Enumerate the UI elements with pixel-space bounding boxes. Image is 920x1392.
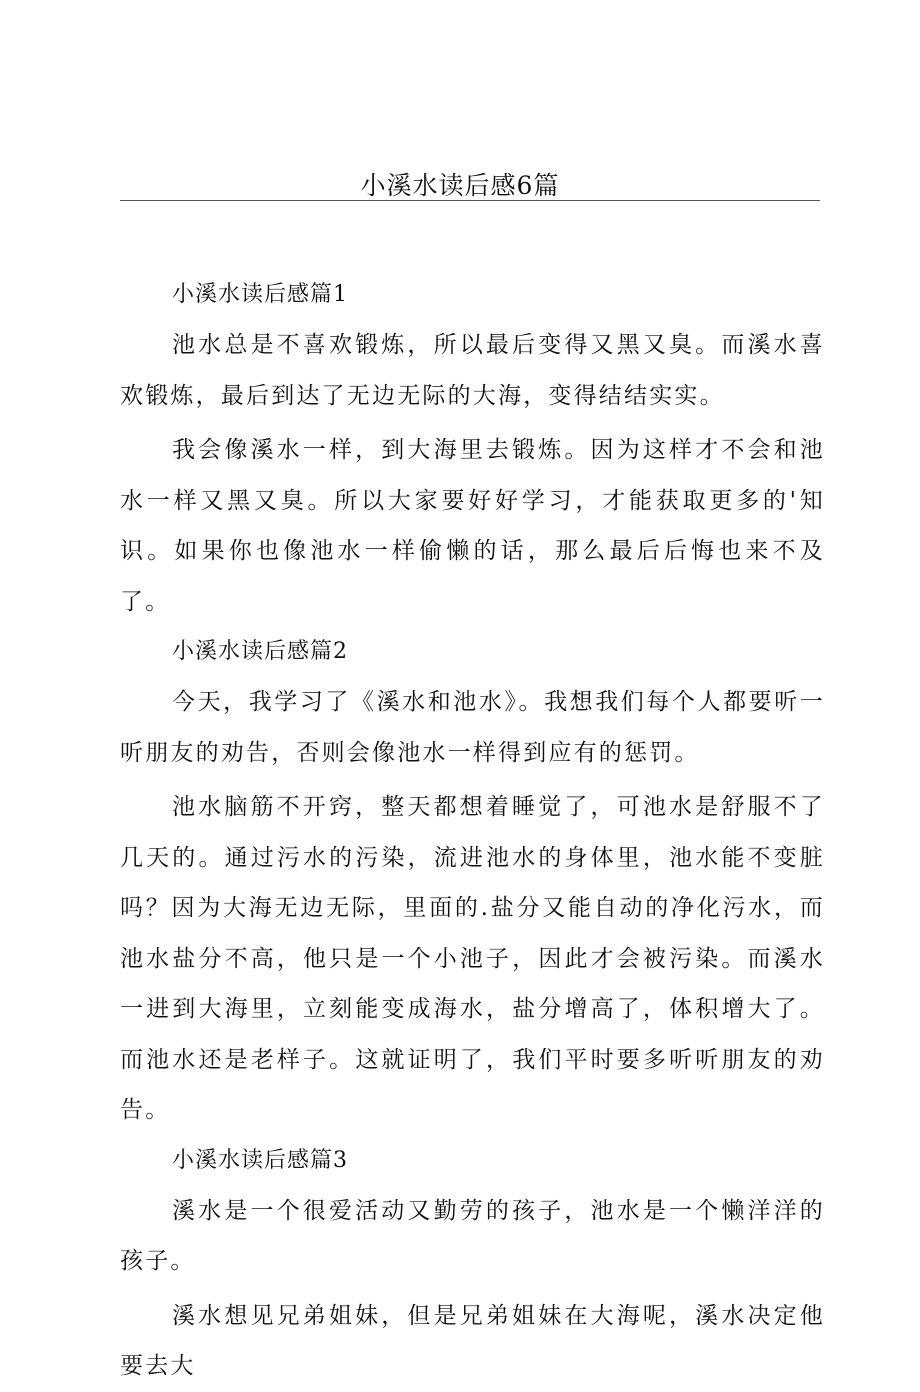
- section-3-paragraph-1: 溪水是一个很爱活动又勤劳的孩子，池水是一个懒洋洋的孩子。: [120, 1197, 825, 1274]
- document-title: 小溪水读后感6篇: [360, 171, 560, 200]
- section-1-heading: 小溪水读后感篇1: [172, 282, 348, 307]
- section-2-paragraph-2: 池水脑筋不开窍，整天都想着睡觉了，可池水是舒服不了几天的。通过污水的污染，流进池水的身体里，池水能不变脏吗？因为大海无边无际，里面的.盐分又能自动的净化污水，而池水盐分不高，他只是一个小池子，因此才会被污染。而溪水一进到大海里，立刻能变成海水，盐分增高了，体积增大了。而池水还是老样子。这就证明了，我们平时要多听听朋友的劝告。: [120, 794, 825, 1123]
- title-underline: [120, 200, 820, 201]
- section-1-paragraph-2: 我会像溪水一样，到大海里去锻炼。因为这样才不会和池水一样又黑又臭。所以大家要好好学习，才能获取更多的'知识。如果你也像池水一样偷懒的话，那么最后后悔也来不及了。: [120, 437, 825, 615]
- document-body: [120, 270, 825, 1392]
- section-2-paragraph-1: 今天，我学习了《溪水和池水》。我想我们每个人都要听一听朋友的劝告，否则会像池水一样得到应有的惩罚。: [120, 689, 825, 766]
- section-3-paragraph-2: 溪水想见兄弟姐妹，但是兄弟姐妹在大海呢，溪水决定他要去大: [120, 1302, 825, 1379]
- section-1-paragraph-1: 池水总是不喜欢锻炼，所以最后变得又黑又臭。而溪水喜欢锻炼，最后到达了无边无际的大海，变得结结实实。: [120, 332, 825, 409]
- section-3-heading: 小溪水读后感篇3: [172, 1147, 348, 1173]
- section-2-heading: 小溪水读后感篇2: [172, 639, 348, 664]
